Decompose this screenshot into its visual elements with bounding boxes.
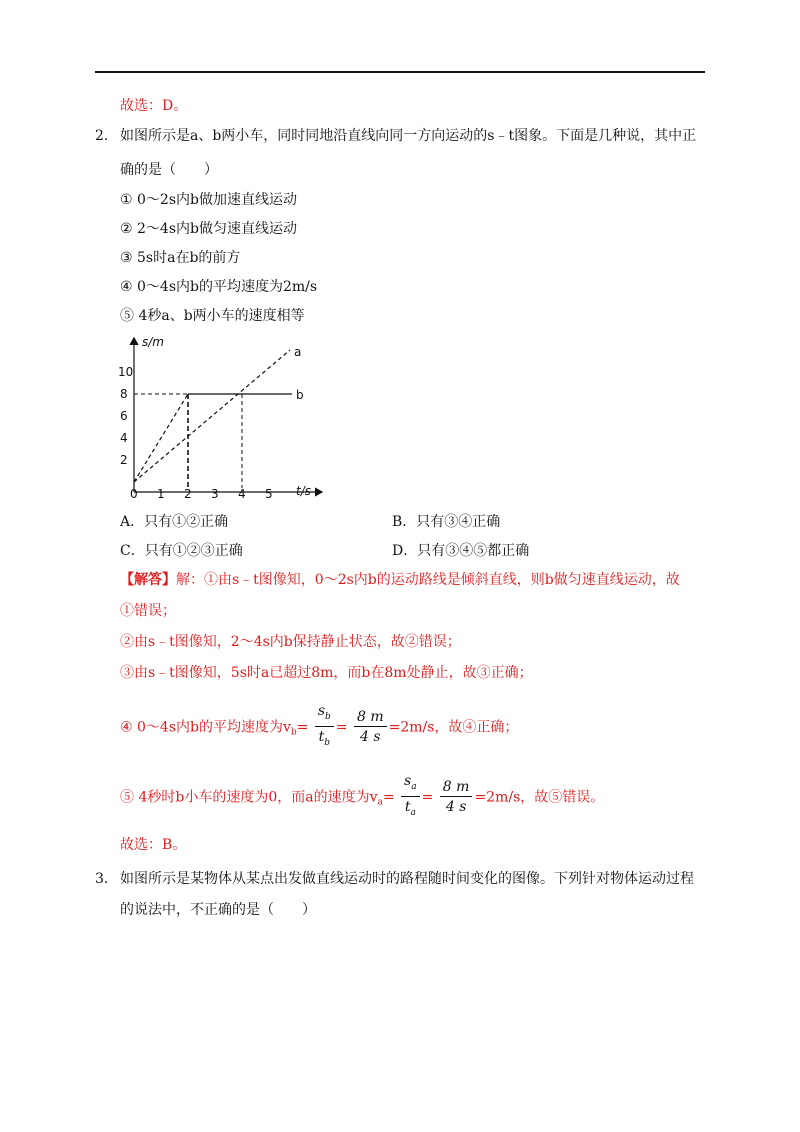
q2-stem-line1: 如图所示是a、b两小车，同时同地沿直线向同一方向运动的s﹣t图象。下面是几种说，其中正 [120, 128, 697, 144]
x-tick-5: 5 [265, 487, 273, 501]
line6-post: 2m/s，故⑤错误。 [486, 789, 605, 806]
q2-statement-2: ② 2～4s内b做匀速直线运动 [120, 221, 297, 237]
line5-den2: 4 s [360, 728, 381, 745]
y-tick-6: 6 [120, 409, 128, 423]
line5-den1: t [318, 728, 325, 745]
y-tick-10: 10 [118, 365, 134, 379]
line6-eq2: = [421, 789, 434, 806]
line6-num1: s [404, 773, 412, 789]
x-tick-3: 3 [211, 487, 219, 501]
option-d: D．只有③④⑤都正确 [392, 543, 530, 559]
solution-line1-text: 解：①由s﹣t图像知，0～2s内b的运动路线是倾斜直线，则b做匀速直线运动，故 [176, 572, 680, 588]
solution-line4: ③由s﹣t图像知，5s时a已超过8m，而b在8m处静止，故③正确； [120, 665, 533, 681]
line-a-label: a [294, 345, 302, 359]
line-b-rise [134, 394, 188, 482]
line6-den1-sub: a [410, 807, 416, 818]
q2-stem-line2: 确的是（ ） [120, 162, 218, 178]
line5-sub: b [290, 727, 297, 738]
line5-frac1 [315, 702, 334, 753]
solution-line1 [120, 570, 680, 590]
solution-line6 [120, 772, 604, 823]
y-axis-label: s/m [142, 335, 164, 349]
line6-eq1: = [382, 789, 395, 806]
x-tick-0: 0 [130, 487, 138, 501]
line5-frac2 [354, 708, 387, 747]
line5-pre: ④ 0～4s内b的平均速度为v [120, 719, 291, 736]
q3-number: 3． [95, 871, 118, 887]
x-axis-label: t/s [296, 484, 311, 498]
solution-line2: ①错误； [120, 603, 176, 619]
y-tick-4: 4 [120, 431, 128, 445]
y-tick-2: 2 [120, 453, 128, 467]
q2-answer: 故选：B。 [120, 837, 187, 853]
line6-den1: t [404, 798, 411, 815]
q2-statement-4: ④ 0～4s内b的平均速度为2m/s [120, 279, 318, 295]
line6-num2: 8 m [440, 778, 473, 797]
line-b-label: b [296, 388, 304, 402]
line5-num1-sub: b [325, 711, 331, 722]
option-a: A．只有①②正确 [120, 514, 229, 530]
line6-frac1 [401, 772, 420, 823]
line6-den2: 4 s [445, 798, 467, 815]
line6-sub: a [377, 797, 383, 808]
line6-eq3: = [474, 789, 487, 806]
q2-number: 2． [95, 128, 118, 144]
line6-num1-sub: a [411, 781, 417, 792]
q2-statement-1: ① 0～2s内b做加速直线运动 [120, 192, 297, 208]
header-rule [95, 71, 705, 73]
st-graph [112, 330, 332, 505]
q2-statement-5: ⑤ 4秒a、b两小车的速度相等 [120, 308, 305, 324]
solution-line3: ②由s﹣t图像知，2～4s内b保持静止状态，故②错误； [120, 634, 461, 650]
line6-frac2 [440, 778, 473, 817]
line5-post: 2m/s，故④正确； [400, 719, 519, 736]
option-c: C．只有①②③正确 [120, 543, 243, 559]
q3-stem-line1: 如图所示是某物体从某点出发做直线运动时的路程随时间变化的图像。下列针对物体运动过程 [120, 871, 694, 887]
option-b: B．只有③④正确 [392, 514, 501, 530]
solution-line5 [120, 702, 518, 753]
line-a [134, 350, 290, 482]
line5-den1-sub: b [324, 737, 330, 748]
line5-num2: 8 m [354, 708, 387, 727]
line5-eq1: = [296, 719, 309, 736]
x-tick-2: 2 [184, 487, 192, 501]
solution-tag: 【解答】 [120, 572, 176, 588]
q2-statement-3: ③ 5s时a在b的前方 [120, 250, 241, 266]
line5-num1: s [317, 703, 326, 719]
x-tick-1: 1 [157, 487, 165, 501]
q1-answer: 故选：D。 [120, 98, 188, 114]
q3-stem-line2: 的说法中，不正确的是（ ） [120, 902, 316, 918]
line5-eq3: = [388, 719, 401, 736]
line5-eq2: = [335, 719, 348, 736]
line6-pre: ⑤ 4秒时b小车的速度为0，而a的速度为v [120, 789, 378, 806]
y-tick-8: 8 [120, 387, 128, 401]
x-tick-4: 4 [238, 487, 246, 501]
